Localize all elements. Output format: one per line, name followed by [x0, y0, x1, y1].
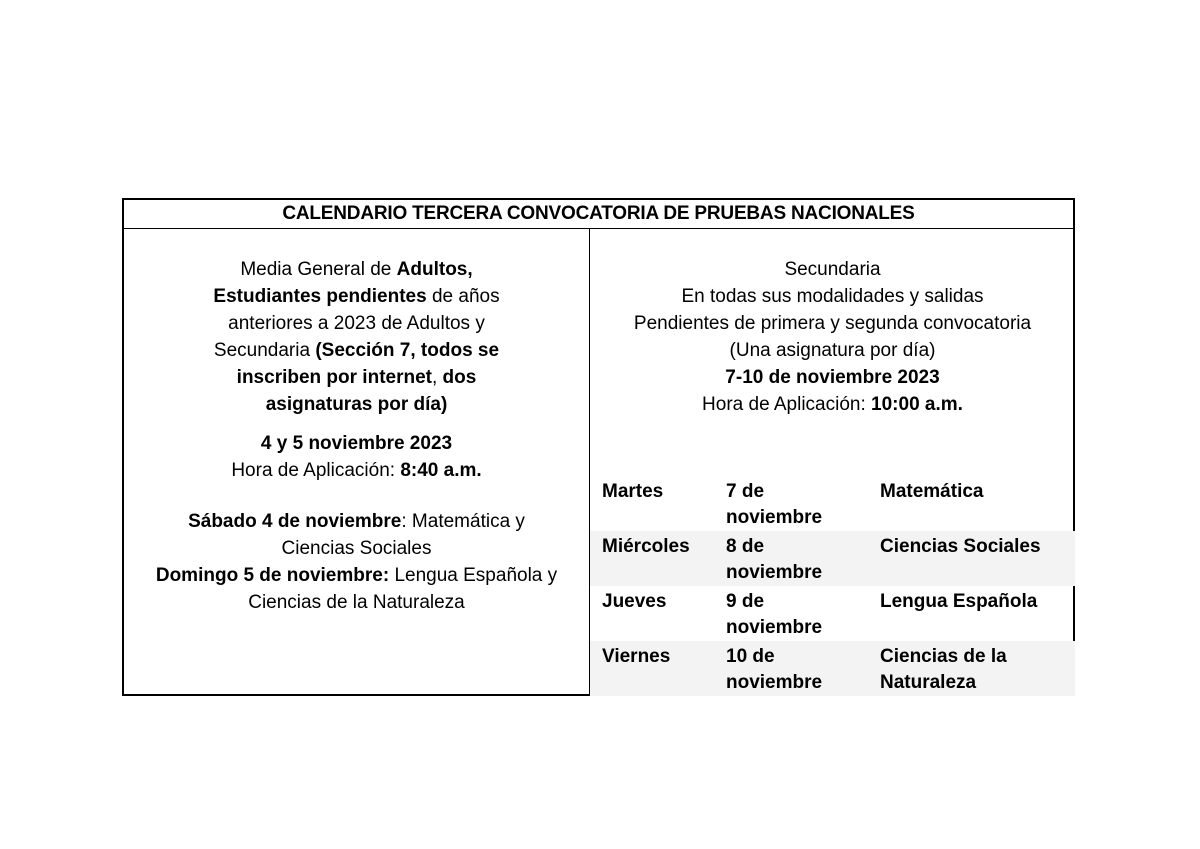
intro-text: Media General de	[240, 259, 397, 280]
sunday-label: Domingo 5 de noviembre:	[155, 565, 390, 586]
secondary-line-1: Secundaria	[784, 259, 881, 280]
schedule-date: 8 de noviembre	[714, 531, 868, 586]
schedule-day: Miércoles	[590, 531, 714, 586]
schedule-date: 7 de noviembre	[726, 481, 823, 528]
schedule-subject: Lengua Española	[880, 591, 1038, 612]
adults-hour-label: Hora de Aplicación:	[231, 460, 401, 481]
secondary-description	[590, 256, 1075, 418]
schedule-subject: Matemática	[880, 481, 984, 502]
intro-text-years: de años anteriores a 2023 de Adultos y Secundaria	[213, 286, 500, 361]
secondary-hour-value: 10:00 a.m.	[871, 394, 963, 415]
schedule-table	[590, 476, 1075, 696]
schedule-date: 10 de noviembre	[714, 641, 868, 696]
secondary-hour-label: Hora de Aplicación:	[702, 394, 872, 415]
schedule-subject: Ciencias Sociales	[868, 531, 1075, 586]
adults-section	[124, 228, 590, 696]
schedule-day: Viernes	[590, 641, 714, 696]
sunday-subjects: Lengua Española y Ciencias de la Naturaleza	[248, 565, 558, 613]
schedule-row	[590, 586, 1075, 641]
adults-days-block	[124, 508, 589, 616]
secondary-line-2: En todas sus modalidades y salidas	[681, 286, 984, 307]
intro-bold-subjects: dos asignaturas por día)	[265, 367, 477, 415]
calendar-table	[122, 198, 1075, 696]
schedule-row	[590, 531, 1075, 586]
schedule-row	[590, 641, 1075, 696]
schedule-day: Martes	[602, 481, 664, 502]
intro-bold-adults: Adultos,	[396, 259, 473, 280]
schedule-day: Jueves	[602, 591, 667, 612]
adults-hour-value: 8:40 a.m.	[400, 460, 482, 481]
intro-bold-pending: Estudiantes pendientes	[213, 286, 427, 307]
intro-bold-section: (Sección 7, todos se inscriben por internet	[236, 340, 500, 388]
calendar-title: CALENDARIO TERCERA CONVOCATORIA DE PRUEBAS NACIONALES	[124, 200, 1073, 229]
secondary-section	[590, 228, 1075, 696]
schedule-subject: Ciencias de la Naturaleza	[868, 641, 1075, 696]
schedule-date: 9 de noviembre	[726, 591, 823, 638]
schedule-row	[590, 476, 1075, 531]
intro-comma: ,	[431, 367, 443, 388]
saturday-label: Sábado 4 de noviembre	[188, 511, 402, 532]
adults-dates-block	[124, 430, 589, 484]
adults-description	[124, 256, 589, 418]
saturday-subjects: : Matemática y Ciencias Sociales	[281, 511, 525, 559]
secondary-line-3: Pendientes de primera y segunda convocatoria	[633, 313, 1032, 334]
secondary-dates: 7-10 de noviembre 2023	[725, 367, 940, 388]
adults-dates: 4 y 5 noviembre 2023	[260, 433, 453, 454]
secondary-line-4: (Una asignatura por día)	[729, 340, 936, 361]
